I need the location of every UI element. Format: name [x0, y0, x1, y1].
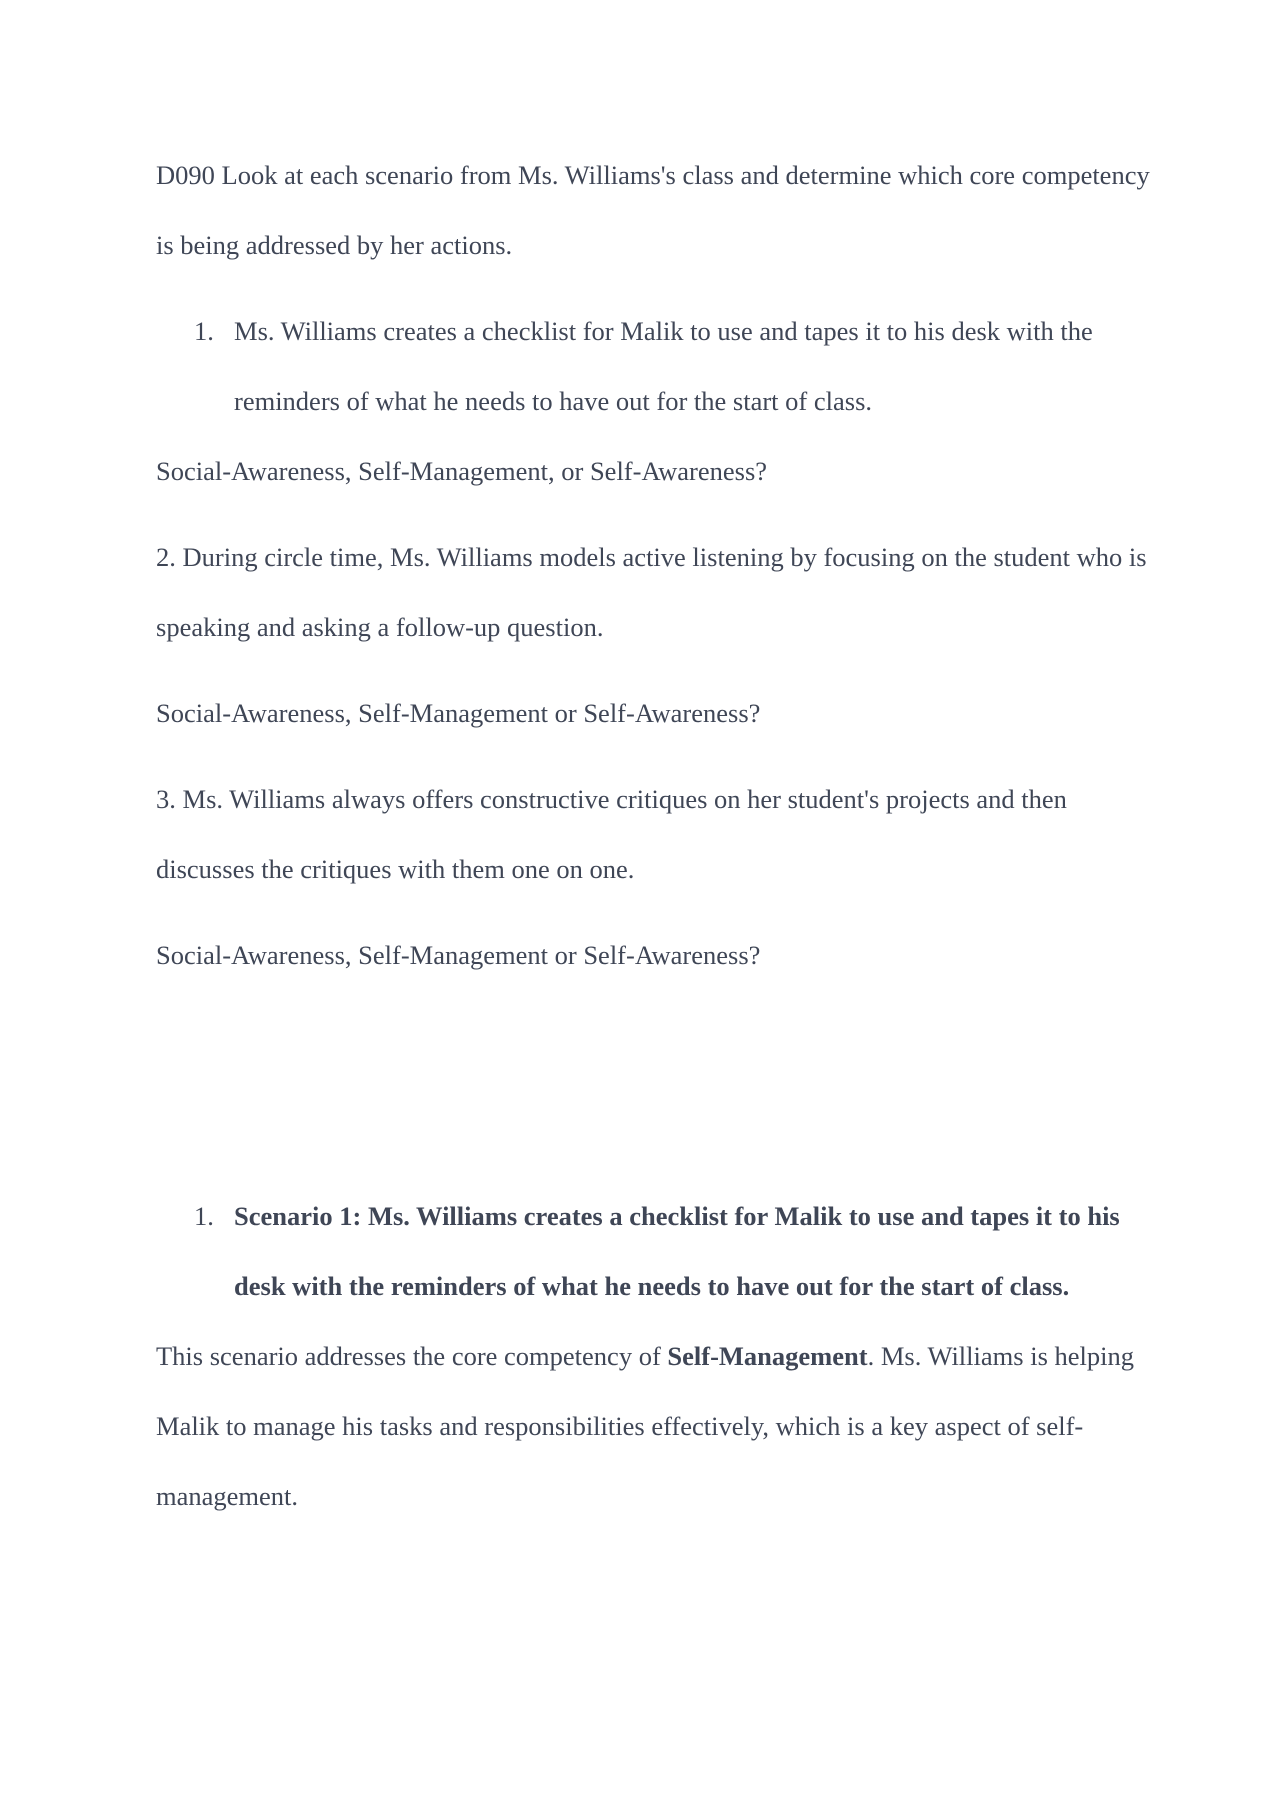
answer-text-after: . Ms. Williams is helping Malik to manage his tasks and responsibilities effectively, which is a key aspect of self-management.	[156, 1341, 1134, 1511]
list-number: 1.	[194, 1201, 214, 1231]
answer-text-before: This scenario addresses the core competency of	[156, 1341, 668, 1371]
list-number: 1.	[194, 316, 214, 346]
intro-paragraph: D090 Look at each scenario from Ms. Williams's class and determine which core competency is being addressed by her actions.	[156, 160, 1150, 260]
scenario-1-text: Ms. Williams creates a checklist for Malik to use and tapes it to his desk with the reminders of what he needs to have out for the start of class.	[234, 316, 1093, 416]
scenario-3-paragraph: 3. Ms. Williams always offers constructive critiques on her student's projects and then discusses the critiques with them one on one.	[156, 784, 1067, 884]
question-2: Social-Awareness, Self-Management or Self-Awareness?	[156, 698, 761, 728]
scenario-2-paragraph: 2. During circle time, Ms. Williams models active listening by focusing on the student who is speaking and asking a follow-up question.	[156, 542, 1147, 642]
scenario-1-item	[156, 296, 1156, 436]
answer-1-paragraph	[156, 1321, 1156, 1531]
question-3: Social-Awareness, Self-Management or Self-Awareness?	[156, 940, 761, 970]
answer-1-heading-item	[156, 1181, 1156, 1321]
question-1: Social-Awareness, Self-Management, or Self-Awareness?	[156, 456, 768, 486]
competency-highlight: Self-Management	[667, 1341, 868, 1371]
document-body	[156, 140, 1156, 1531]
answer-1-heading: Scenario 1: Ms. Williams creates a checklist for Malik to use and tapes it to his desk with the reminders of what he needs to have out for the start of class.	[234, 1201, 1120, 1301]
